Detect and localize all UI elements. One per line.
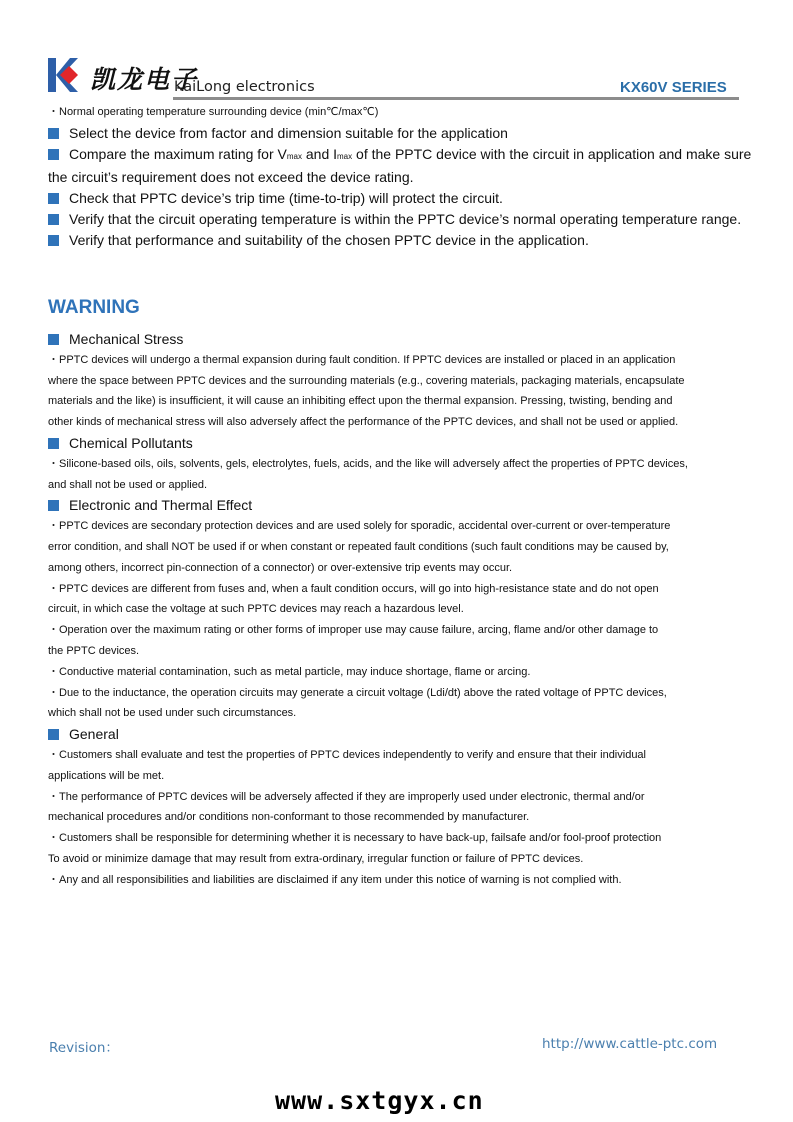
checklist-item: Select the device from factor and dimension suitable for the application — [48, 123, 753, 144]
paragraph-line: ・Any and all responsibilities and liabilities are disclaimed if any item under this notice of warning is not complied with. — [48, 873, 622, 886]
paragraph-line: ・Conductive material contamination, such as metal particle, may induce shortage, flame or arcing. — [48, 665, 531, 678]
paragraph-line: ・PPTC devices are different from fuses and, when a fault condition occurs, will go into high-resistance state and do not open — [48, 582, 659, 595]
section-heading-general: General — [48, 724, 753, 745]
paragraph-line: ・Customers shall evaluate and test the properties of PPTC devices independently to verify and ensure that their individual — [48, 748, 646, 761]
watermark-text: www.sxtgyx.cn — [275, 1086, 484, 1115]
paragraph-line: ・Customers shall be responsible for determining whether it is necessary to have back-up, failsafe and/or fool-proof protection — [48, 832, 662, 845]
section-heading-chemical-pollutants: Chemical Pollutants — [48, 433, 753, 454]
checklist-item: Check that PPTC device’s trip time (time-to-trip) will protect the circuit. — [48, 188, 753, 209]
paragraph-line: the PPTC devices. — [48, 644, 140, 657]
square-bullet-icon — [48, 500, 59, 511]
checklist-item-continuation: the circuit’s requirement does not exceed the device rating. — [48, 168, 414, 185]
checklist-item: Verify that performance and suitability of the chosen PPTC device in the application. — [48, 230, 753, 251]
paragraph-line: circuit, in which case the voltage at such PPTC devices may reach a hazardous level. — [48, 603, 464, 616]
company-name-english: KaiLong electronics — [174, 79, 315, 95]
section-heading-electronic-thermal-effect: Electronic and Thermal Effect — [48, 495, 753, 516]
square-bullet-icon — [48, 729, 59, 740]
kailong-logo-icon — [48, 58, 78, 92]
square-bullet-icon — [48, 193, 59, 204]
paragraph-line: mechanical procedures and/or conditions non-conformant to those recommended by manufacturer. — [48, 811, 530, 824]
paragraph-line: where the space between PPTC devices and the surrounding materials (e.g., covering materials, packaging materials, encapsulate — [48, 374, 685, 387]
paragraph-line: To avoid or minimize damage that may result from extra-ordinary, irregular function or failure of PPTC devices. — [48, 852, 584, 865]
series-title: KX60V SERIES — [620, 79, 727, 96]
temperature-note: ・Normal operating temperature surrounding device (min℃/max℃) — [48, 106, 379, 118]
selection-checklist — [48, 102, 753, 251]
paragraph-line: and shall not be used or applied. — [48, 478, 208, 491]
header-divider — [173, 97, 739, 100]
website-link[interactable]: http://www.cattle-ptc.com — [542, 1036, 718, 1052]
paragraph-line: which shall not be used under such circumstances. — [48, 707, 297, 720]
paragraph-line: among others, incorrect pin-connection of a connector) or over-extensive trip events may occur. — [48, 561, 513, 574]
warning-body — [48, 329, 753, 891]
checklist-item: Compare the maximum rating for Vmax and Imax of the PPTC device with the circuit in application and make sure — [48, 144, 753, 167]
checklist-item: Verify that the circuit operating temperature is within the PPTC device’s normal operating temperature range. — [48, 209, 753, 230]
square-bullet-icon — [48, 149, 59, 160]
square-bullet-icon — [48, 214, 59, 225]
paragraph-line: applications will be met. — [48, 769, 165, 782]
square-bullet-icon — [48, 235, 59, 246]
paragraph-line: ・The performance of PPTC devices will be adversely affected if they are improperly used under electronic, thermal and/or — [48, 790, 645, 803]
paragraph-line: other kinds of mechanical stress will also adversely affect the performance of the PPTC devices, and shall not be used or applied. — [48, 416, 679, 429]
square-bullet-icon — [48, 438, 59, 449]
paragraph-line: ・Operation over the maximum rating or other forms of improper use may cause failure, arcing, flame and/or other damage to — [48, 624, 659, 637]
square-bullet-icon — [48, 128, 59, 139]
paragraph-line: error condition, and shall NOT be used if or when constant or repeated fault conditions (such fault conditions may be caused by, — [48, 540, 669, 553]
paragraph-line: materials and the like) is insufficient, it will cause an inhibiting effect upon the thermal expansion. Pressing, twisting, bending and — [48, 395, 673, 408]
revision-label: Revision： — [49, 1040, 119, 1056]
square-bullet-icon — [48, 334, 59, 345]
paragraph-line: ・PPTC devices are secondary protection devices and are used solely for sporadic, accidental over-current or over-temperature — [48, 520, 671, 533]
warning-heading: WARNING — [48, 297, 140, 318]
section-heading-mechanical-stress: Mechanical Stress — [48, 329, 753, 350]
company-name-chinese: 凯龙电子 — [90, 65, 199, 94]
paragraph-line: ・PPTC devices will undergo a thermal expansion during fault condition. If PPTC devices are installed or placed in an application — [48, 353, 676, 366]
page-header — [0, 0, 793, 105]
paragraph-line: ・Silicone-based oils, oils, solvents, gels, electrolytes, fuels, acids, and the like will adversely affect the properties of PPTC devices, — [48, 457, 688, 470]
paragraph-line: ・Due to the inductance, the operation circuits may generate a circuit voltage (Ldi/dt) above the rated voltage of PPTC devices, — [48, 686, 667, 699]
